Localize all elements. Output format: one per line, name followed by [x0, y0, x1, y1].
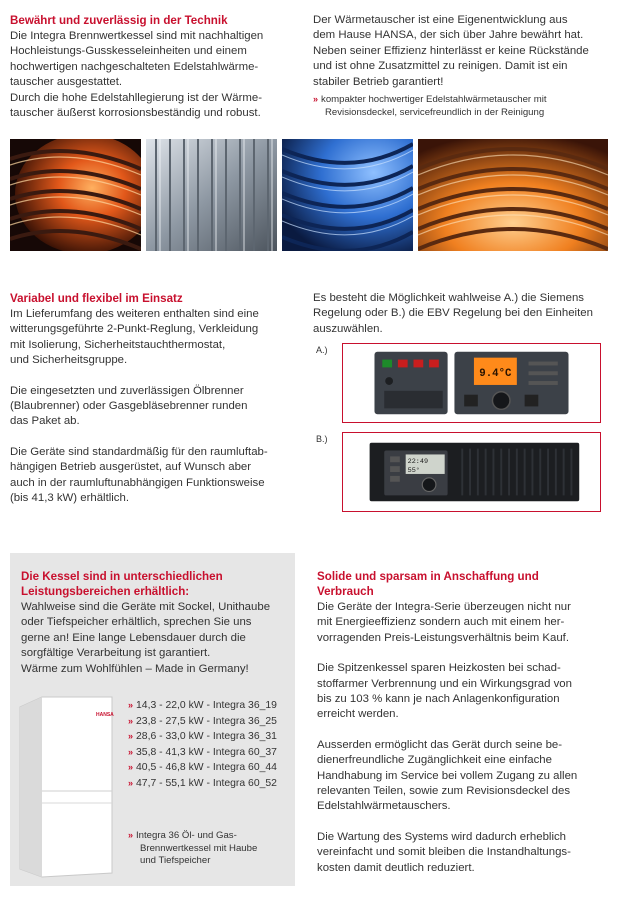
spec-list [128, 698, 294, 792]
chevron-right-icon: » [128, 746, 134, 757]
list-item: » 14,3 - 22,0 kW - Integra 36_19 [128, 700, 277, 711]
option-a-label: A.) [316, 345, 328, 355]
chevron-right-icon: » [128, 830, 134, 840]
solide-block [317, 569, 613, 876]
option-b-label: B.) [316, 434, 328, 444]
list-item: » 35,8 - 41,3 kW - Integra 60_37 [128, 746, 277, 758]
siemens-controller-panel [342, 343, 601, 423]
ebv-display-top: 22:49 [407, 458, 429, 467]
chevron-right-icon: » [128, 762, 134, 773]
ebv-controller-image [343, 433, 600, 511]
photo-coil-orange [418, 139, 608, 251]
variabel-text: Im Lieferumfang des weiteren enthalten sind eine witterungsgeführte 2-Punkt-Reglung, Verkleidung mit Isolierung, Sicherheitstauchthermostat, und Sicherheitsgruppe. Die eingesetzten und zuverlässigen Ölbrenner (Blaubrenner) oder Gasgebläsebrenner runden das Paket ab. Die Geräte sind standardmäßig für den raumluftab- hängigen Betrieb ausgerüstet, auf Wunsch aber auch in der raumluftunabhängigen Funktionsweise (bis 41,3 kW) erhältlich. [10, 308, 268, 505]
chevron-right-icon: » [128, 700, 134, 710]
photo-coil-glow [10, 139, 141, 251]
heading-leistungsbereiche: Die Kessel sind in unterschiedlichen Leistungsbereichen erhältlich: [21, 570, 223, 598]
heading-variabel: Variabel und flexibel im Einsatz [10, 292, 183, 305]
leistungsbereiche-text: Wahlweise sind die Geräte mit Sockel, Unithaube oder Tiefspeicher erhältlich, sprechen Sie uns gerne an! Eine lange Lebensdauer durch die sorgfältige Verarbeitung ist garantiert. Wärme zum Wohlfühlen – Made in Germany! [21, 601, 271, 675]
chevron-right-icon: » [313, 94, 319, 105]
ebv-controller-panel [342, 432, 601, 512]
variabel-block [10, 291, 305, 506]
waermetauscher-note: » kompakter hochwertiger Edelstahlwärmetauscher mit Revisionsdeckel, servicefreundlich in der Reinigung [313, 94, 547, 118]
regelung-text: Es besteht die Möglichkeit wahlweise A.) die Siemens Regelung oder B.) die EBV Regelung bei den Einheiten auszuwählen. [313, 292, 593, 335]
waermetauscher-text: Der Wärmetauscher ist eine Eigenentwicklung aus dem Hause HANSA, der sich über Jahre bewährt hat. Neben seiner Effizienz hinterlässt er keine Rückstände und ist ohne Zusatzmittel zu reinigen. Damit ist ein stabiler Betrieb garantiert! [313, 14, 589, 88]
heading-technik: Bewährt und zuverlässig in der Technik [10, 14, 228, 27]
list-item: » 28,6 - 33,0 kW - Integra 36_31 [128, 731, 277, 743]
solide-text: Die Geräte der Integra-Serie überzeugen nicht nur mit Energieeffizienz sondern auch mit einem her- vorragenden Preis-Leistungsverhältnis beim Kauf. Die Spitzenkessel sparen Heizkosten bei schad- stoffarmer Verbrennung und ein Wirkungsgrad von bis zu 103 % kann je nach Anlagenkonfiguration erreicht werden. Ausserden ermöglicht das Gerät durch seine be- dienerfreundliche Zugänglichkeit eine einfache Handhabung im Service bei vollem Zugang zu allen relevanten Teilen, sowie zum Revisionsdeckel des Edelstahlwärmetauschers. Die Wartung des Systems wird dadurch erheblich vereinfacht und somit bleiben die Instandhaltungs- kosten damit deutlich reduziert. [317, 601, 578, 874]
photo-coil-blue [282, 139, 413, 251]
list-item: » 23,8 - 27,5 kW - Integra 36_25 [128, 715, 277, 727]
boiler-image [16, 693, 126, 879]
boiler-brand-logo: HANSA [96, 712, 114, 718]
intro-technik-block [10, 13, 300, 121]
chevron-right-icon: » [128, 731, 134, 742]
waermetauscher-block [313, 13, 613, 119]
boiler-caption: » Integra 36 Öl- und Gas- Brennwertkessel mit Haube und Tiefspeicher [128, 830, 258, 866]
leistungsbereiche-panel [10, 553, 295, 886]
siemens-controller-image [343, 344, 600, 422]
technik-text: Die Integra Brennwertkessel sind mit nachhaltigen Hochleistungs-Gusskesseleinheiten und einem hochwertigen nachgeschalteten Edelstahlwärme- tauscher ausgestattet. Durch die hohe Edelstahllegierung ist der Wärme- tauscher äußerst korrosionsbeständig und robust. [10, 30, 264, 120]
chevron-right-icon: » [128, 715, 134, 726]
chevron-right-icon: » [128, 777, 134, 788]
ebv-display-bottom: 55° [407, 467, 420, 475]
heading-solide: Solide und sparsam in Anschaffung und Verbrauch [317, 570, 539, 598]
list-item: » 47,7 - 55,1 kW - Integra 60_52 [128, 777, 277, 789]
siemens-display-value: 9.4°C [479, 368, 512, 381]
list-item: » 40,5 - 46,8 kW - Integra 60_44 [128, 762, 277, 774]
regelung-block [313, 291, 613, 337]
photo-coil-silver [146, 139, 277, 251]
